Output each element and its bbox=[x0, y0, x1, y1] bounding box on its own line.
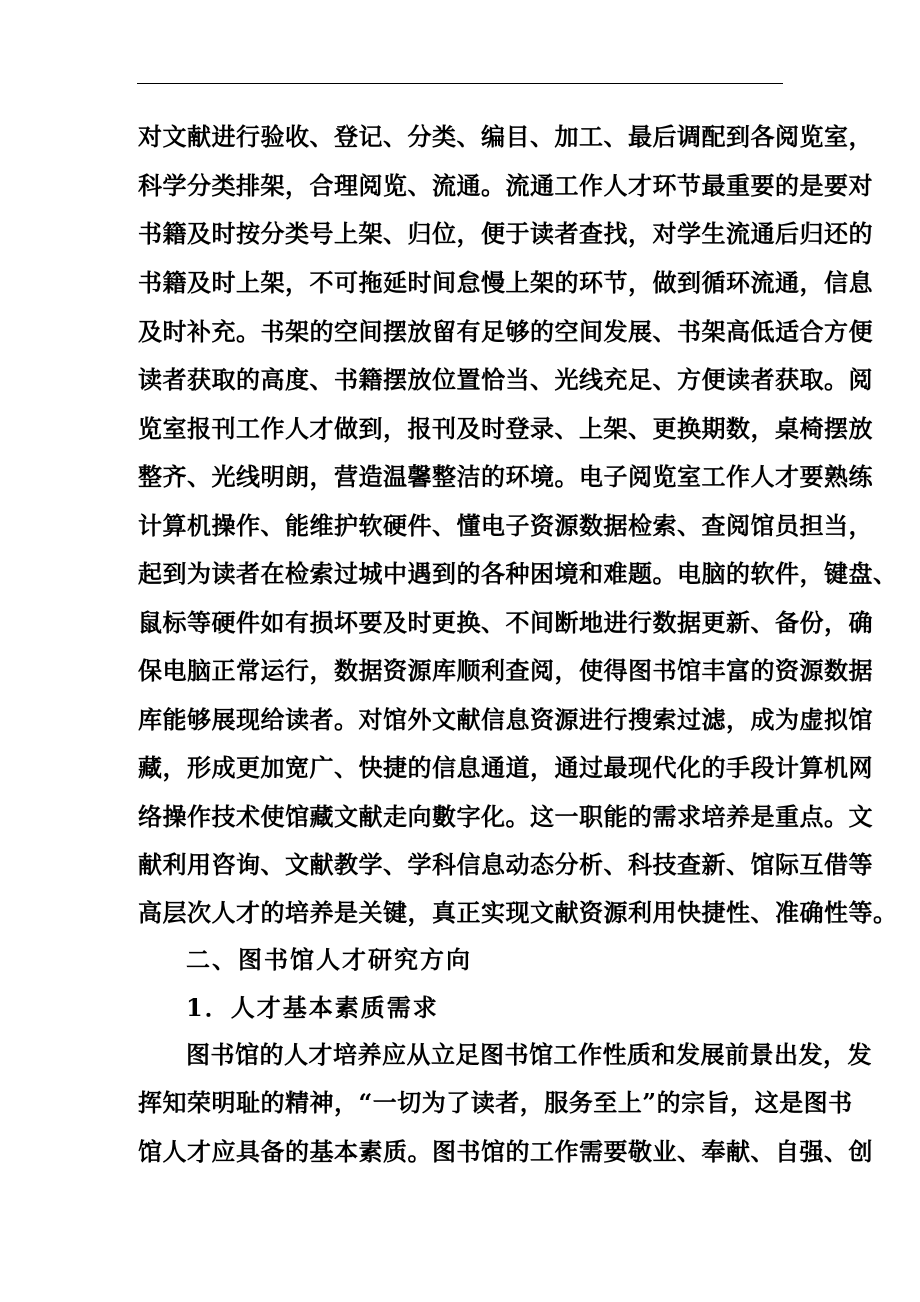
text-line: 藏，形成更加宽广、快捷的信息通道，通过最现代化的手段计算机网 bbox=[138, 753, 873, 782]
header-rule bbox=[137, 83, 783, 84]
text-line: 读者获取的高度、书籍摆放位置恰当、光线充足、方便读者获取。阅 bbox=[138, 365, 873, 394]
text-line: 书籍及时按分类号上架、归位，便于读者查找，对学生流通后归还的 bbox=[138, 219, 873, 248]
text-line: 络操作技术使馆藏文献走向數字化。这一职能的需求培养是重点。文 bbox=[138, 802, 873, 831]
text-line: 鼠标等硬件如有损坏要及时更换、不间断地进行数据更新、备份，确 bbox=[138, 608, 873, 637]
text-line: 挥知荣明耻的精神，“一切为了读者，服务至上”的宗旨，这是图书 bbox=[138, 1088, 853, 1117]
text-line: 献利用咨询、文献教学、学科信息动态分析、科技查新、馆际互借等 bbox=[138, 850, 873, 879]
text-line: 图书馆的人才培养应从立足图书馆工作性质和发展前景出发，发 bbox=[186, 1040, 872, 1069]
text-line: 计算机操作、能维护软硬件、懂电子资源数据检索、查阅馆员担当， bbox=[138, 511, 873, 540]
section-heading: 二、图书馆人才研究方向 bbox=[186, 945, 472, 974]
text-line: 整齐、光线明朗，营造温馨整洁的环境。电子阅览室工作人才要熟练 bbox=[138, 462, 873, 491]
text-line: 高层次人才的培养是关键，真正实现文献资源利用快捷性、准确性等。 bbox=[138, 898, 898, 927]
text-line: 及时补充。书架的空间摆放留有足够的空间发展、书架高低适合方便 bbox=[138, 317, 873, 346]
text-line: 书籍及时上架，不可拖延时间怠慢上架的环节，做到循环流通，信息 bbox=[138, 268, 873, 297]
text-line: 科学分类排架，合理阅览、流通。流通工作人才环节最重要的是要对 bbox=[138, 171, 873, 200]
subsection-heading: 1．人才基本素质需求 bbox=[186, 993, 439, 1022]
text-line: 起到为读者在检索过城中遇到的各种困境和难题。电脑的软件，键盘、 bbox=[138, 559, 898, 588]
text-line: 馆人才应具备的基本素质。图书馆的工作需要敬业、奉献、自强、创 bbox=[138, 1137, 873, 1166]
text-line: 保电脑正常运行，数据资源库顺利查阅，使得图书馆丰富的资源数据 bbox=[138, 656, 873, 685]
text-line: 库能够展现给读者。对馆外文献信息资源进行搜索过滤，成为虚拟馆 bbox=[138, 705, 873, 734]
text-line: 对文献进行验收、登记、分类、编目、加工、最后调配到各阅览室， bbox=[138, 122, 873, 151]
text-line: 览室报刊工作人才做到，报刊及时登录、上架、更换期数，桌椅摆放 bbox=[138, 414, 873, 443]
